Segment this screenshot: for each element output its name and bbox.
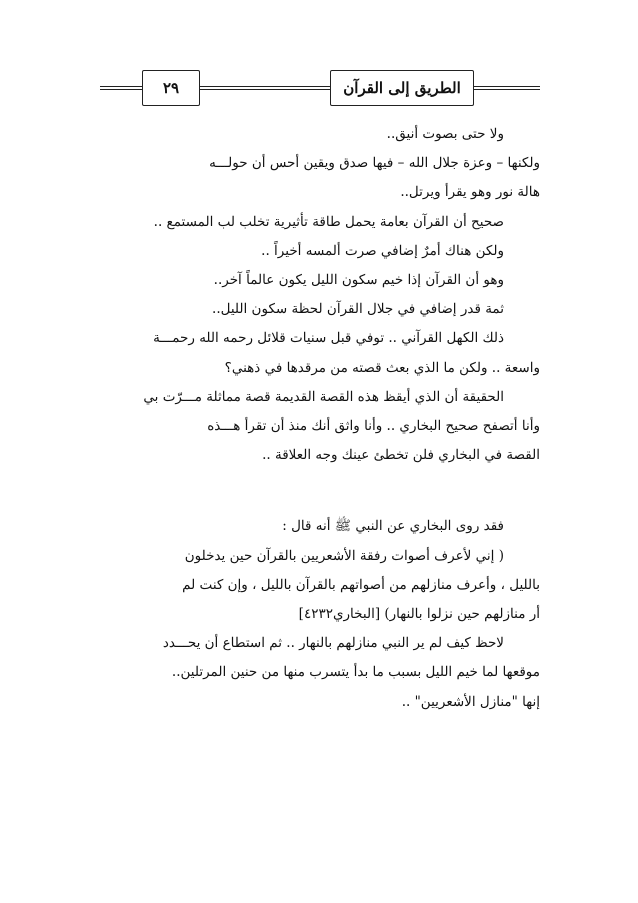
text-line: ذلك الكهل القرآني .. توفي قبل سنيات قلائل رحمه الله رحمـــة (153, 330, 504, 347)
text-line: صحيح أن القرآن بعامة يحمل طاقة تأثيرية تخلب لب المستمع .. (153, 213, 504, 230)
text-line: فقد روى البخاري عن النبي ﷺ أنه قال : (282, 518, 504, 535)
hadith-line: بالليل ، وأعرف منازلهم من أصواتهم بالقرآن بالليل ، وإن كنت لم (182, 576, 540, 593)
running-title: الطريق إلى القرآن (343, 79, 461, 97)
text-line: ثمة قدر إضافي في جلال القرآن لحظة سكون الليل.. (212, 301, 504, 318)
text-line: ولا حتى بصوت أنيق.. (386, 126, 504, 142)
text-line: ولكن هناك أمرٌ إضافي صرت ألمسه أخيراً .. (261, 242, 504, 259)
text-line: القصة في البخاري فلن تخطئ عينك وجه العلاقة .. (262, 447, 540, 464)
page-body (100, 120, 540, 717)
paragraph-gap (100, 470, 540, 512)
text-line: وهو أن القرآن إذا خيم سكون الليل يكون عالماً آخر.. (213, 272, 504, 289)
text-line: واسعة .. ولكن ما الذي بعث قصته من مرقدها في ذهني؟ (224, 359, 540, 376)
hadith-line: ( إني لأعرف أصوات رفقة الأشعريين بالقرآن حين يدخلون (184, 547, 504, 564)
page-number-box (142, 70, 200, 106)
running-title-box (330, 70, 474, 106)
text-line: هالة نور وهو يقرأ ويرتل.. (400, 184, 540, 201)
text-line: إنها "منازل الأشعريين" .. (401, 693, 540, 710)
header-rule-right (474, 86, 540, 90)
text-line: ولكنها – وعزة جلال الله – فيها صدق ويقين أحس أن حولـــه (209, 155, 540, 172)
hadith-line: أر منازلهم حين نزلوا بالنهار) [البخاري٤٢٣٢] (298, 606, 540, 623)
text-line: موقعها لما خيم الليل بسبب ما بدأ يتسرب منها من حنين المرتلين.. (171, 664, 540, 681)
header-rule-middle (200, 86, 330, 90)
page-header (100, 70, 540, 112)
text-line: لاحظ كيف لم ير النبي منازلهم بالنهار .. ثم استطاع أن يحـــدد (162, 635, 504, 652)
header-rule-left (100, 86, 142, 90)
text-line: وأنا أتصفح صحيح البخاري .. وأنا واثق أنك منذ أن تقرأ هـــذه (207, 418, 540, 435)
page-number: ٢٩ (162, 79, 180, 97)
text-line: الحقيقة أن الذي أيقظ هذه القصة القديمة قصة مماثلة مـــرّت بي (143, 388, 504, 405)
